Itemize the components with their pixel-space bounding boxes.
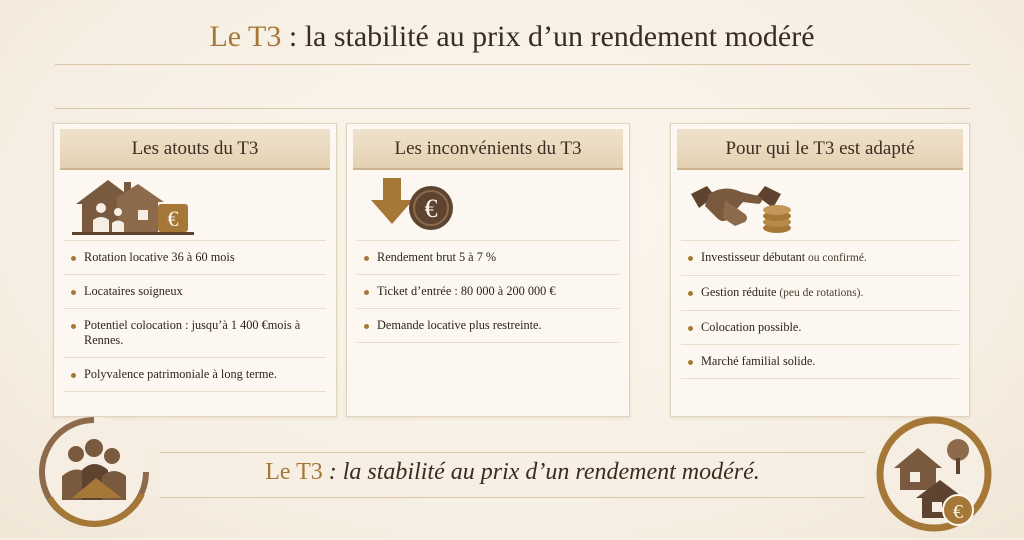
list-item: [681, 310, 959, 344]
page-title-rest: : la stabilité au prix d’un rendement modéré: [281, 20, 815, 53]
family-house-medallion-icon: [32, 414, 156, 536]
title-divider-top: [55, 64, 970, 65]
list-item-text: Rendement brut 5 à 7 %: [377, 250, 497, 264]
bullet: [688, 256, 693, 261]
card-list: [357, 240, 619, 343]
footer-tagline: [160, 459, 865, 486]
card-list: [64, 240, 326, 392]
footer-rest: : la stabilité au prix d’un rendement modéré.: [322, 459, 760, 485]
list-item-text: Rotation locative 36 à 60 mois: [84, 250, 235, 264]
svg-text:€: €: [167, 206, 179, 231]
list-item-text: Marché familial solide.: [701, 354, 816, 368]
list-item: [681, 344, 959, 379]
list-item: [357, 240, 619, 274]
list-item: [64, 308, 326, 357]
handshake-coins-icon: [685, 174, 795, 240]
card-heading: Les atouts du T3: [60, 129, 330, 170]
list-item-text: Polyvalence patrimoniale à long terme.: [84, 367, 277, 381]
bullet: [364, 324, 369, 329]
bullet: [71, 256, 76, 261]
list-item: [357, 274, 619, 308]
bullet: [688, 326, 693, 331]
bullet: [71, 324, 76, 329]
bullet: [688, 291, 693, 296]
list-item-suffix: ou confirmé.: [805, 252, 867, 264]
bullet: [364, 256, 369, 261]
list-item: [64, 274, 326, 308]
houses-euro-medallion-icon: [872, 412, 996, 540]
card-pour-qui: [670, 123, 970, 417]
bullet: [364, 290, 369, 295]
family-house-euro-icon: [68, 174, 198, 240]
list-item-text: Potentiel colocation : jusqu’à 1 400 €mois à Rennes.: [84, 318, 301, 347]
card-inconvenients: [346, 123, 630, 417]
bullet: [71, 373, 76, 378]
list-item-text: Locataires soigneux: [84, 284, 183, 298]
card-list: [681, 240, 959, 379]
list-item-text: Colocation possible.: [701, 320, 802, 334]
title-divider-bottom: [55, 108, 970, 109]
list-item: [681, 240, 959, 275]
card-atouts: [53, 123, 337, 417]
list-item-text: Gestion réduite: [701, 285, 777, 299]
card-heading: Les inconvénients du T3: [353, 129, 623, 170]
list-item: [681, 275, 959, 310]
list-item-text: Demande locative plus restreinte.: [377, 318, 542, 332]
list-item: [64, 240, 326, 274]
list-item-text: Investisseur débutant: [701, 250, 806, 264]
list-item-suffix: (peu de rotations).: [776, 287, 864, 299]
svg-text:€: €: [424, 194, 438, 223]
page-title: [0, 20, 1024, 54]
bullet: [71, 290, 76, 295]
list-item-text: Ticket d’entrée : 80 000 à 200 000 €: [377, 284, 556, 298]
card-heading: Pour qui le T3 est adapté: [677, 129, 963, 170]
bullet: [688, 360, 693, 365]
list-item: [357, 308, 619, 343]
footer-accent: Le T3: [265, 459, 323, 485]
list-item: [64, 357, 326, 392]
down-arrow-euro-icon: [361, 174, 471, 240]
svg-text:€: €: [953, 501, 963, 523]
page-title-accent: Le T3: [209, 20, 282, 53]
